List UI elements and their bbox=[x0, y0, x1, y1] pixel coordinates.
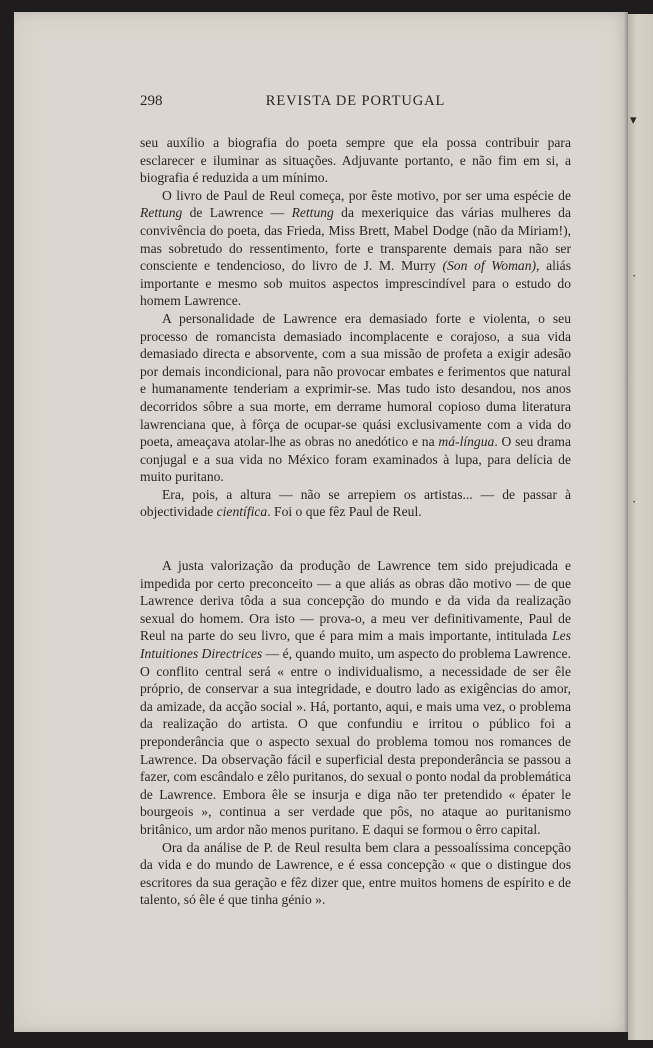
text-run: . Foi o que fêz Paul de Reul. bbox=[267, 504, 422, 520]
paragraph-1 bbox=[140, 134, 571, 187]
margin-mark: · bbox=[632, 268, 637, 283]
text-run: de Lawrence — bbox=[182, 205, 292, 221]
text-run: Era, pois, a altura — não se arrepiem os artistas... — de passar à objectividade bbox=[140, 486, 571, 520]
text-run: , aliás importante e mesmo sob muitos aspectos imprescindível para o estudo do homem Lawrence. bbox=[140, 258, 571, 309]
margin-mark: · bbox=[632, 494, 637, 509]
text-run: Ora da análise de P. de Reul resulta bem clara a pessoalíssima concepção da vida e do mundo de Lawrence, e é essa concepção « que o distingue dos escritores da sua geração e fêz dizer que, entre muitos homens de espírito e de talento, só êle é que tinha génio ». bbox=[140, 839, 571, 908]
paragraph-6 bbox=[140, 839, 571, 909]
text-run: da mexeriquice das várias mulheres da convivência do poeta, das Frieda, Miss Brett, Mabel Dodge (não da Miriam!), mas sobretudo do ressentimento, forte e transparente demais para não ser consciente e tendencioso, do livro de J. M. Murry bbox=[140, 205, 571, 274]
text-run: A justa valorização da produção de Lawrence tem sido prejudicada e impedida por certo preconceito — a que aliás as obras dão motivo — de que Lawrence deriva tôda a sua concepção do mundo e da vida da realização sexual do homem. Ora isto — prova-o, a meu ver definitivamente, Paul de Reul na parte do seu livro, que é para mim a mais importante, intitulada bbox=[140, 558, 571, 644]
italic-run: Rettung bbox=[291, 205, 334, 221]
page-header bbox=[140, 93, 571, 115]
running-title: REVISTA DE PORTUGAL bbox=[265, 93, 446, 109]
article-body bbox=[140, 134, 571, 909]
text-run: — é, quando muito, um aspecto do problema Lawrence. O conflito central será « entre o individualismo, a necessidade de ser êle próprio, de conservar a sua integridade, e doutro lado as exigências do amor, da amizade, da acção social ». Há, portanto, aqui, e mais uma vez, o problema da realização do artista. O que confundiu e irritou o público foi a preponderância que o aspecto sexual do problema tomou nos romances de Lawrence. Da observação fácil e superficial desta preponderância se passou a fazer, com escândalo e zêlo puritanos, do sexual o ponto nodal da problemática de Lawrence. Embora êle se insurja e diga não ter pretendido « épater le bourgeois », continua a ser verdade que pôs, no ataque ao puritanismo britânico, um ardor não menos puritano. E daqui se formou o êrro capital. bbox=[140, 646, 571, 837]
paragraph-5 bbox=[140, 557, 571, 839]
italic-run: má-língua bbox=[438, 434, 495, 450]
text-run: seu auxílio a biografia do poeta sempre que ela possa contribuir para esclarecer e iluminar as situações. Adjuvante portanto, e não fim em si, a biografia é reduzida a um mínimo. bbox=[140, 135, 571, 186]
italic-run: Les Intuitiones Directrices bbox=[140, 628, 571, 662]
page-number: 298 bbox=[140, 93, 163, 109]
text-run: . O seu drama conjugal e a sua vida no México foram examinados à lupa, para delícia de muito puritano. bbox=[140, 434, 571, 485]
margin-mark: ▾ bbox=[630, 112, 637, 127]
italic-run: científica bbox=[216, 504, 268, 520]
paragraph-4 bbox=[140, 486, 571, 521]
italic-run: (Son of Woman) bbox=[442, 258, 537, 274]
paragraph-3 bbox=[140, 310, 571, 486]
facing-page-edge bbox=[628, 14, 653, 1040]
paragraph-2 bbox=[140, 187, 571, 310]
text-run: A personalidade de Lawrence era demasiado forte e violenta, o seu processo de romancista demasiado incomplacente e corajoso, a sua vida demasiado directa e absorvente, com a sua missão de profeta a exigir adesão por demais incondicional, para não provocar embates e ferimentos que natural e humanamente tenderiam a exprimir-se. Mas tudo isto desandou, nos anos decorridos sôbre a sua morte, em derrame humoral copioso duma literatura lawrenciana que, à fôrça de ocupar-se quási exclusivamente com a vida do poeta, ameaçava atolar-lhe as obras no anedótico e na bbox=[140, 310, 571, 450]
italic-run: Rettung bbox=[140, 205, 183, 221]
text-run: O livro de Paul de Reul começa, por êste motivo, por ser uma espécie de bbox=[162, 187, 571, 203]
